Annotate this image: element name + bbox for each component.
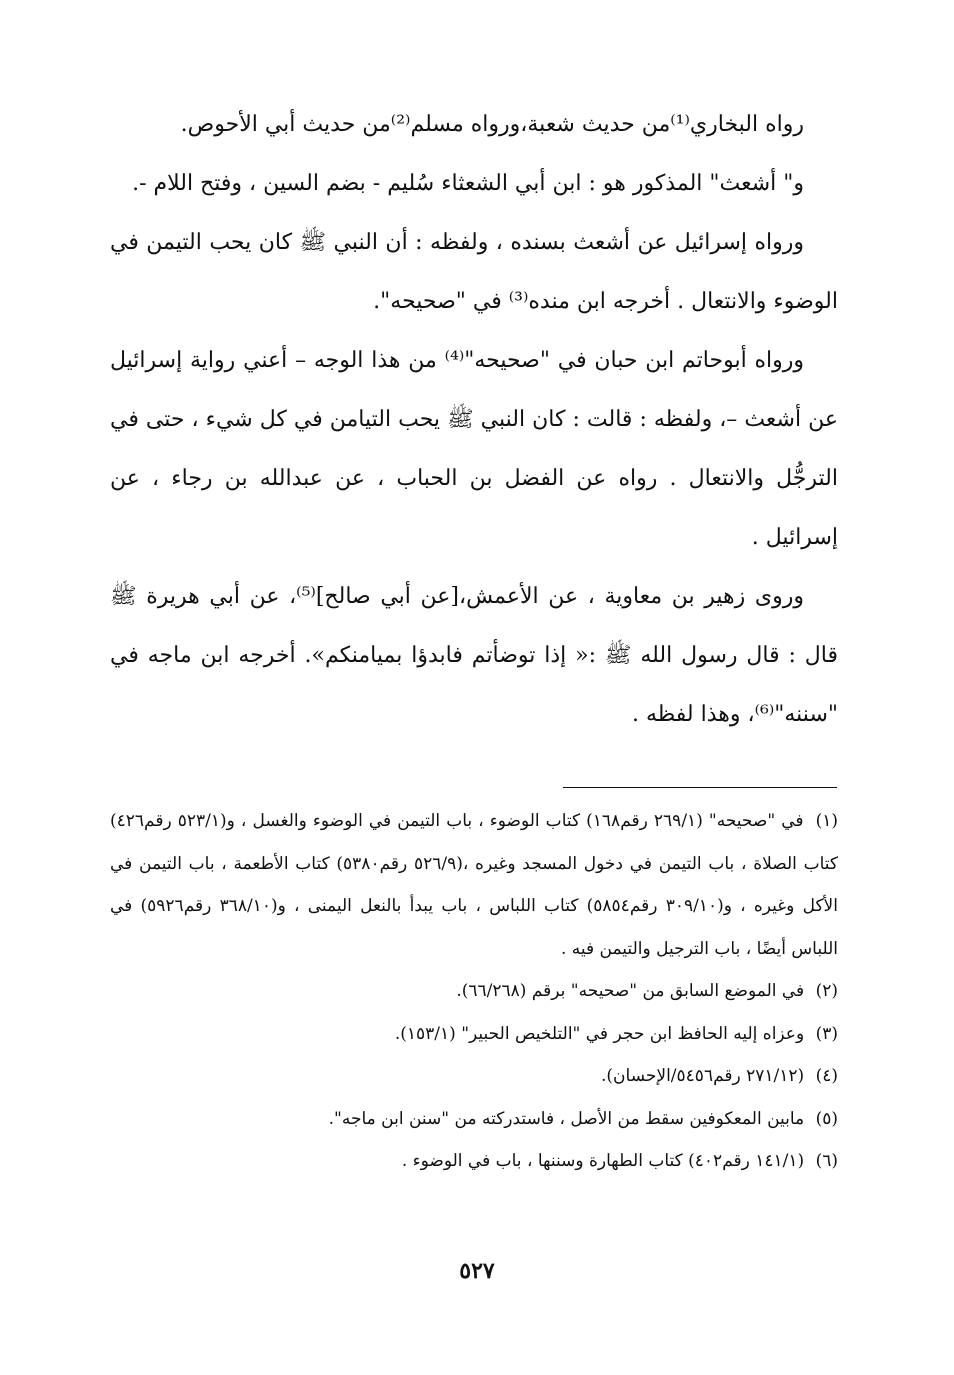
footnote-number: (١) (815, 811, 838, 831)
footnote-2 (110, 970, 838, 1013)
footnote-number: (٦) (815, 1151, 838, 1171)
footnote-text: وعزاه إليه الحافظ ابن حجر في "التلخيص الحبير" (١٥٣/١). (394, 1023, 805, 1044)
paragraph-4: ورواه أبوحاتم ابن حبان في "صحيحه"⁽⁴⁾ من هذا الوجه – أعني رواية إسرائيل عن أشعث –، ولفظه : قالت : كان النبي ﷺ يحب التيامن في كل شيء ، حتى في الترجُّل والانتعال . رواه عن الفضل بن الحباب ، عن عبدالله بن رجاء ، عن إسرائيل . (110, 348, 838, 550)
footnote-number: (٥) (815, 1108, 838, 1129)
paragraph-2: و" أشعث" المذكور هو : ابن أبي الشعثاء سُليم - بضم السين ، وفتح اللام -. (132, 171, 804, 196)
paragraph-3: ورواه إسرائيل عن أشعث بسنده ، ولفظه : أن النبي ﷺ كان يحب التيمن في الوضوء والانتعال . أخرجه ابن منده⁽³⁾ في "صحيحه". (110, 230, 838, 314)
footnote-text: (٢٧١/١٢ رقم٥٤٥٦/الإحسان). (601, 1066, 805, 1086)
footnote-text: في الموضع السابق من "صحيحه" برقم (٦٦/٢٦٨). (456, 981, 805, 1001)
footnote-text: مابين المعكوفين سقط من الأصل ، فاستدركته من "سنن ابن ماجه". (328, 1108, 805, 1129)
footnote-number: (٢) (815, 981, 838, 1001)
footnote-6 (110, 1140, 838, 1183)
footnote-number: (٣) (815, 1023, 838, 1044)
paragraph-5: وروى زهير بن معاوية ، عن الأعمش،[عن أبي صالح]⁽⁵⁾، عن أبي هريرة ﷺ قال : قال رسول الله ﷺ :« إذا توضأتم فابدؤا بميامنكم». أخرجه ابن ماجه في "سننه"⁽⁶⁾، وهذا لفظه . (110, 584, 838, 727)
footnote-5 (110, 1098, 838, 1141)
footnote-3 (110, 1013, 838, 1056)
footnote-text: في "صحيحه" (٢٦٩/١ رقم١٦٨) كتاب الوضوء ، باب التيمن في الوضوء والغسل ، و(٥٢٣/١ رقم٤٢٦) كتاب الصلاة ، باب التيمن في دخول المسجد وغيره ،(٥٢٦/٩ رقم٥٣٨٠) كتاب الأطعمة ، باب التيمن في الأكل وغيره ، و(٣٠٩/١٠ رقم٥٨٥٤) كتاب اللباس ، باب يبدأ بالنعل اليمنى ، و(٣٦٨/١٠ رقم٥٩٢٦) في اللباس أيضًا ، باب الترجيل والتيمن فيه . (110, 811, 839, 959)
footnote-divider (563, 787, 837, 788)
footnote-1 (110, 800, 838, 970)
footnotes (110, 800, 838, 1183)
page-number: ٥٢٧ (459, 1258, 495, 1284)
footnote-4 (110, 1055, 838, 1098)
main-text (110, 95, 838, 744)
footnote-text: (١٤١/١ رقم٤٠٢) كتاب الطهارة وسننها ، باب في الوضوء . (401, 1151, 805, 1171)
paragraph-1: رواه البخاري⁽¹⁾من حديث شعبة،ورواه مسلم⁽²⁾من حديث أبي الأحوص. (180, 112, 804, 137)
footnote-number: (٤) (815, 1066, 838, 1086)
